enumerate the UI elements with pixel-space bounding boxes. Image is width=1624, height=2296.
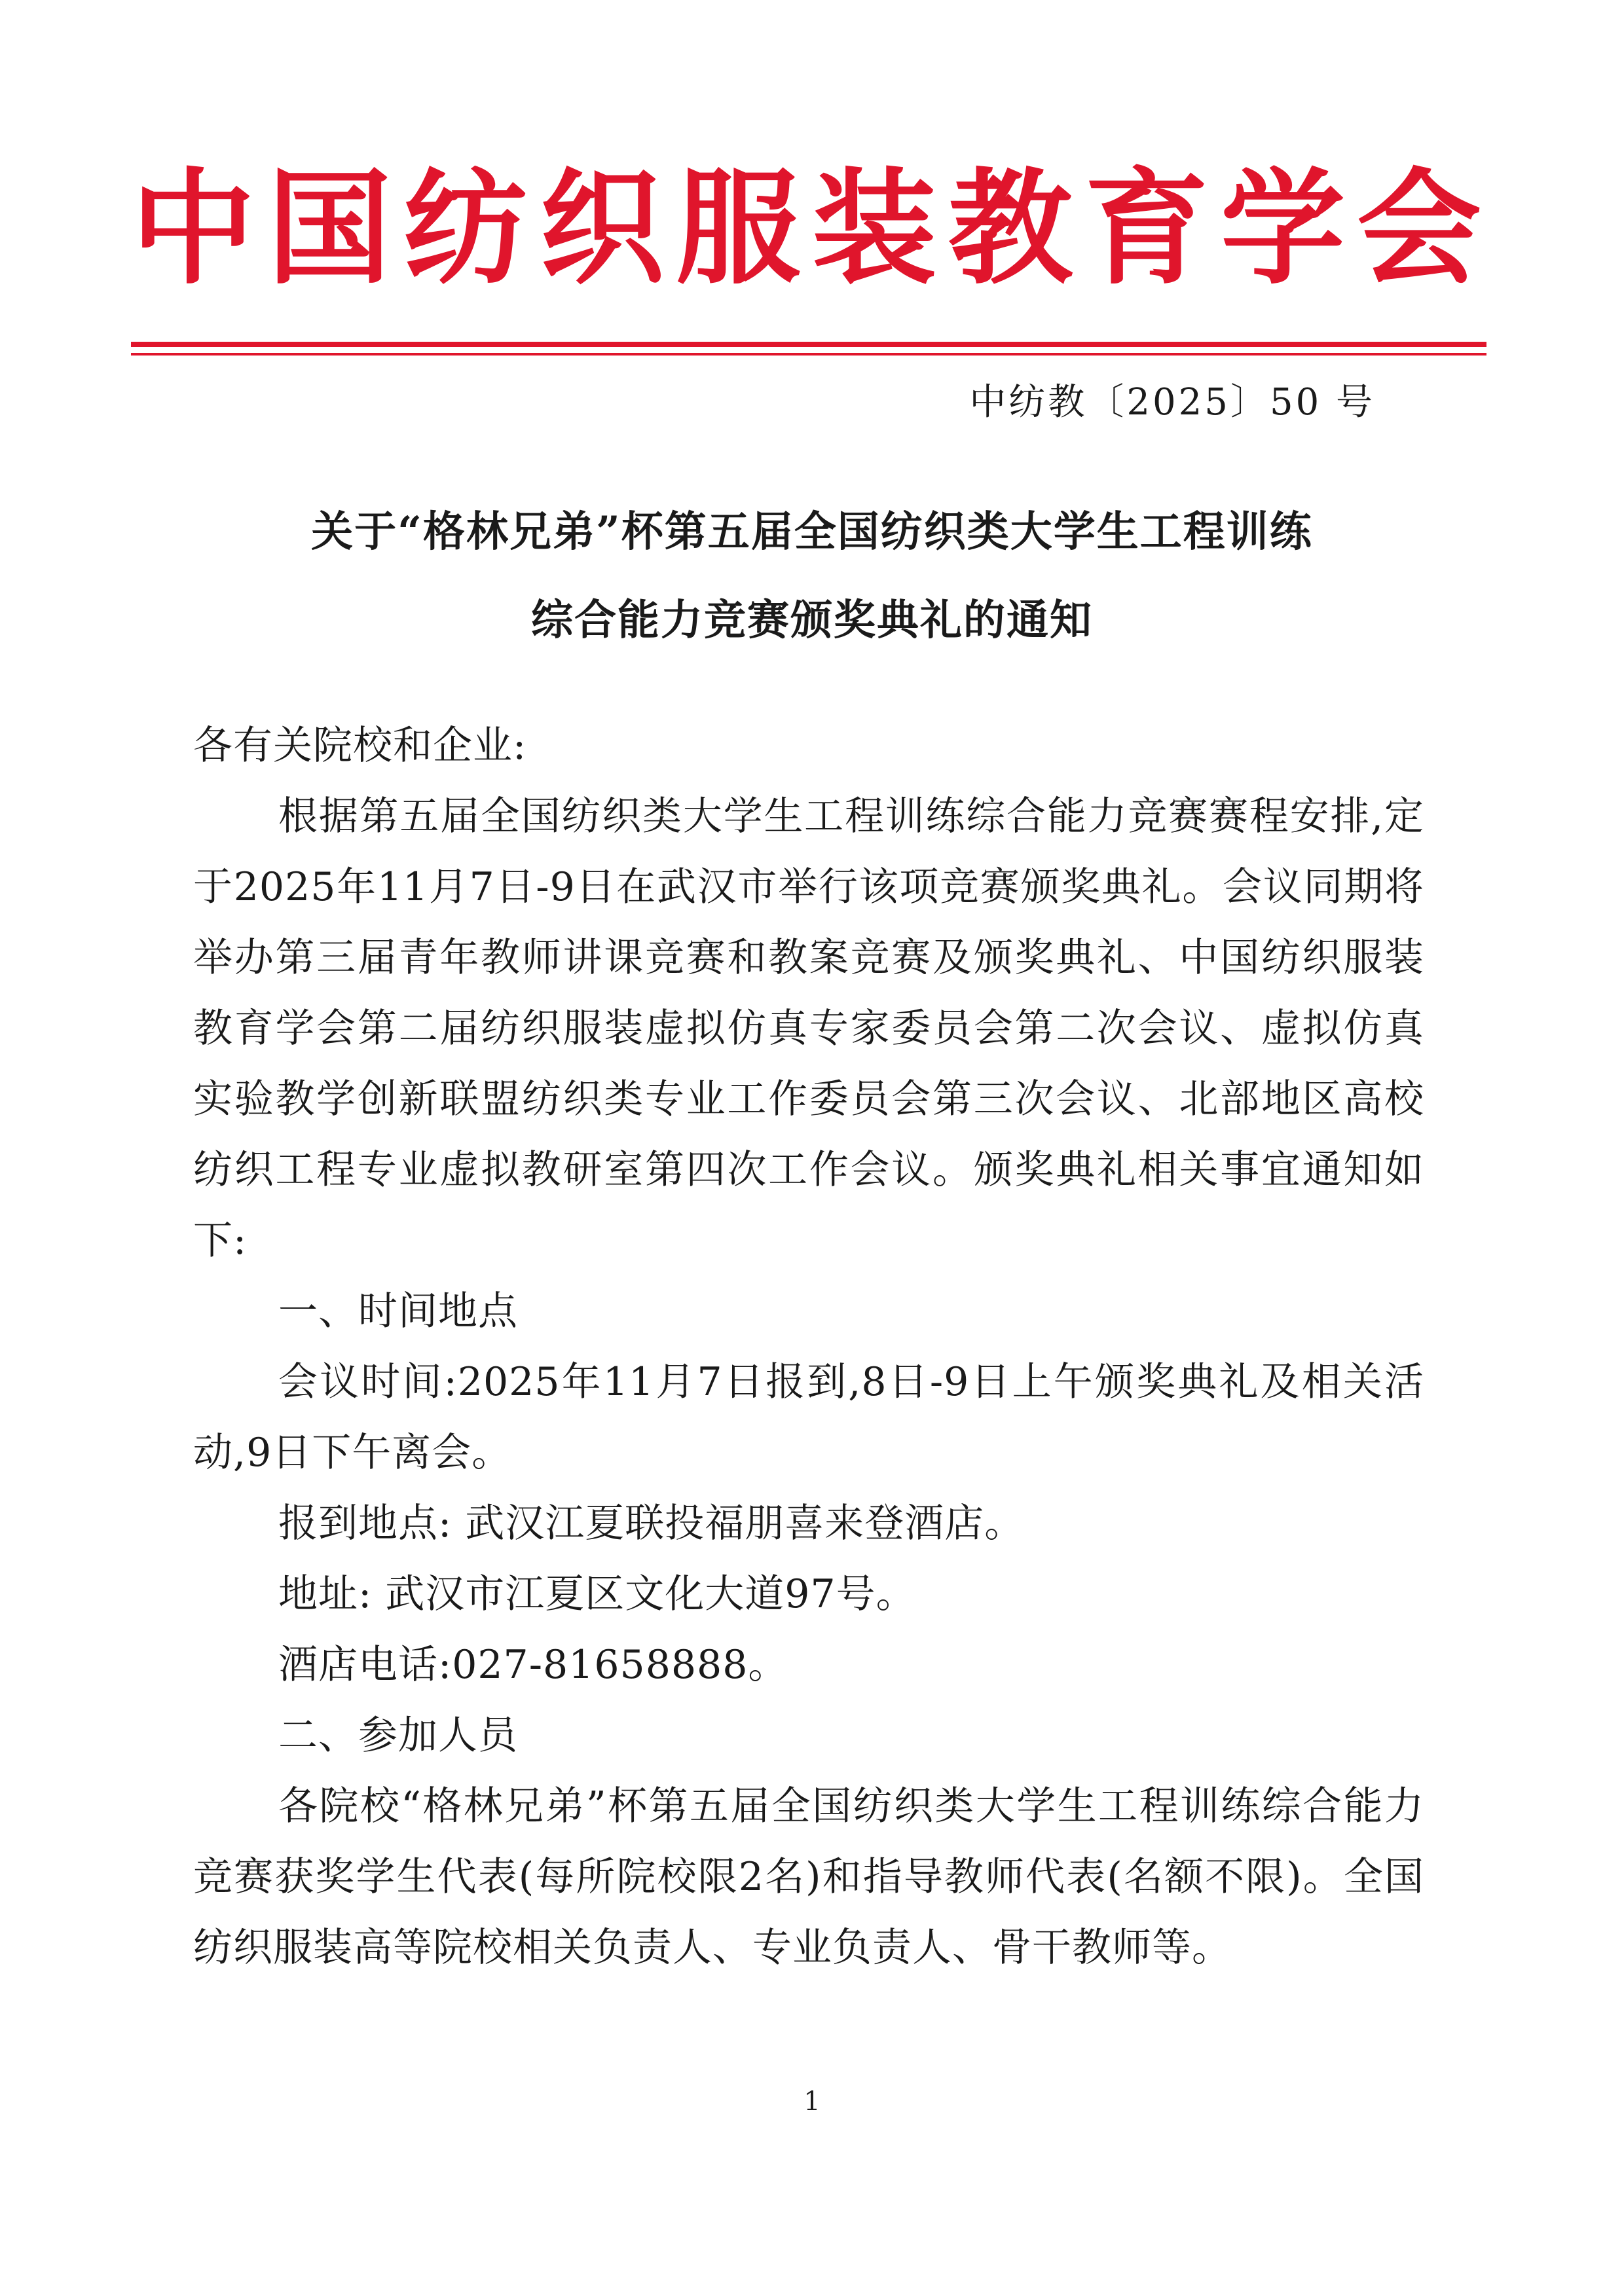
- hotel-phone-paragraph: 酒店电话:027-81658888。: [278, 1642, 788, 1688]
- document-title-line-1: 关于“格林兄弟”杯第五届全国纺织类大学生工程训练: [311, 507, 1313, 556]
- intro-paragraph: 根据第五届全国纺织类大学生工程训练综合能力竞赛赛程安排,定于2025年11月7日-9日在武汉市举行该项竞赛颁奖典礼。会议同期将举办第三届青年教师讲课竞赛和教案竞赛及颁奖典礼、中国纺织服装教育学会第二届纺织服装虚拟仿真专家委员会第二次会议、虚拟仿真实验教学创新联盟纺织类专业工作委员会第三次会议、北部地区高校纺织工程专业虚拟教研室第四次工作会议。颁奖典礼相关事宜通知如下:: [193, 793, 1424, 1264]
- letterhead-rule-thin: [131, 353, 1486, 355]
- section-heading-time-location: 一、时间地点: [278, 1288, 518, 1334]
- section-heading-participants: 二、参加人员: [278, 1713, 518, 1758]
- address-paragraph: 地址: 武汉市江夏区文化大道97号。: [278, 1571, 916, 1617]
- document-title: [131, 488, 1493, 665]
- document-title-line-2: 综合能力竞赛颁奖典礼的通知: [531, 596, 1093, 645]
- participants-paragraph: 各院校“格林兄弟”杯第五届全国纺织类大学生工程训练综合能力竞赛获奖学生代表(每所院校限2名)和指导教师代表(名额不限)。全国纺织服装高等院校相关负责人、专业负责人、骨干教师等。: [193, 1783, 1424, 1971]
- letterhead-rule-thick: [131, 342, 1486, 347]
- document-number: 中纺教〔2025〕50 号: [969, 381, 1375, 424]
- document-body: [193, 710, 1424, 1983]
- page-number: 1: [803, 2086, 821, 2117]
- letterhead-org-name: 中国纺织服装教育学会: [131, 156, 1494, 301]
- meeting-time-paragraph: 会议时间:2025年11月7日报到,8日-9日上午颁奖典礼及相关活动,9日下午离会。: [193, 1359, 1424, 1476]
- salutation: 各有关院校和企业:: [193, 723, 527, 769]
- checkin-location-paragraph: 报到地点: 武汉江夏联投福朋喜来登酒店。: [278, 1501, 1025, 1546]
